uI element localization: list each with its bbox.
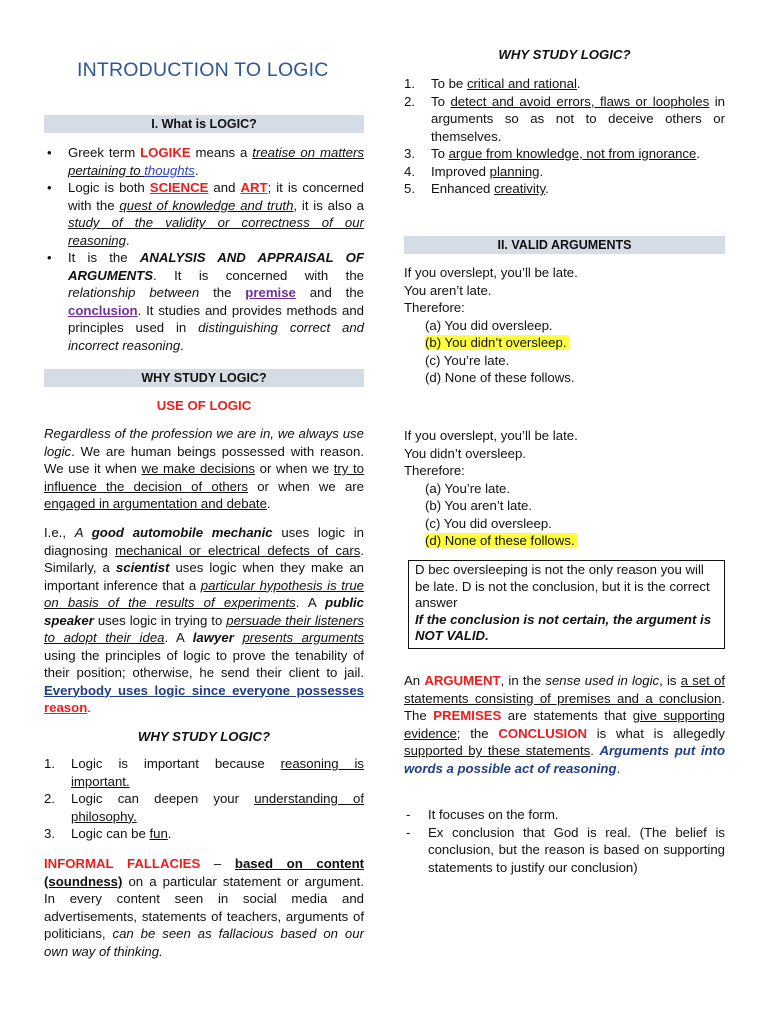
list-item: 2. Logic can deepen your understanding of philosophy.	[44, 791, 364, 824]
argument-definition-paragraph: An ARGUMENT, in the sense used in logic, is a set of statements consisting of premises and a conclusion. The PREMISES are statements that give supporting evidence; the CONCLUSION is what is allegedly supported by these statements. Arguments put into words a possible act of reasoning.	[404, 673, 726, 776]
explanation-box: D bec oversleeping is not the only reason you will be late. D is not the conclusion, but it is the correct answer If the conclusion is not certain, the argument is NOT VALID.	[408, 560, 725, 649]
list-item: • Logic is both SCIENCE and ART; it is concerned with the quest of knowledge and truth, it is also a study of the validity or correctness of our reasoning.	[44, 179, 364, 249]
use-of-logic-paragraph: Regardless of the profession we are in, we always use logic. We are human beings possessed with reason. We use it when we make decisions or when we try to influence the decision of others or when we are engaged in argumentation and debate.	[44, 426, 365, 511]
choice-list	[425, 317, 725, 387]
page-title: INTRODUCTION TO LOGIC	[77, 59, 329, 81]
choice: (b) You aren’t late.	[425, 498, 533, 513]
choice: (c) You did oversleep.	[425, 515, 552, 531]
why-study-heading: WHY STUDY LOGIC?	[137, 729, 271, 744]
choice: (a) You did oversleep.	[425, 317, 553, 333]
section-header-what-is-logic: I. What is LOGIC?	[44, 115, 364, 133]
list-item: 1. To be critical and rational.	[404, 76, 581, 91]
list-item: 3. To argue from knowledge, not from ignorance.	[404, 146, 701, 161]
list-item: 3. Logic can be fun.	[44, 826, 172, 841]
argument-example-2: If you overslept, you’ll be late. You didn’t oversleep. Therefore: (a) You’re late. (b) You aren’t late. (c) You did oversleep. (d) None of these follows.	[404, 427, 725, 550]
use-of-logic-heading: USE OF LOGIC	[156, 398, 252, 413]
choice-list	[425, 480, 725, 550]
list-item: 5. Enhanced creativity.	[404, 181, 549, 196]
why-study-heading-right: WHY STUDY LOGIC?	[498, 47, 631, 62]
notes-list	[404, 806, 725, 876]
choice: (d) None of these follows.	[425, 370, 575, 385]
choice-highlighted: (b) You didn’t oversleep.	[425, 335, 567, 350]
argument-example-1: If you overslept, you’ll be late. You aren’t late. Therefore: (a) You did oversleep. (b) You didn’t oversleep. (c) You’re late. (d) None of these follows.	[404, 264, 725, 387]
list-item: 1. Logic is important because reasoning is important.	[44, 756, 365, 789]
section-header-why-study: WHY STUDY LOGIC?	[44, 369, 364, 387]
list-item: • Greek term LOGIKE means a treatise on matters pertaining to thoughts.	[44, 144, 364, 179]
examples-paragraph: I.e., A good automobile mechanic uses logic in diagnosing mechanical or electrical defects of cars. Similarly, a scientist uses logic when they make an important inference that a particular hypothesis is true on basis of the results of experiments. A public speaker uses logic in trying to persuade their listeners to adopt their idea. A lawyer presents arguments using the principles of logic to prove the tenability of their position; otherwise, he send their client to jail. Everybody uses logic since everyone possesses reason.	[44, 525, 364, 715]
choice-highlighted: (d) None of these follows.	[425, 533, 575, 548]
informal-fallacies-paragraph: INFORMAL FALLACIES – based on content (soundness) on a particular statement or argument. In every content seen in social media and advertisements, statements of teachers, arguments of politicians, can be seen as fallacious based on our own way of thinking.	[44, 856, 365, 959]
choice: (c) You’re late.	[425, 352, 510, 368]
logic-definition-list	[44, 144, 364, 354]
list-item: - Ex conclusion that God is real. (The belief is conclusion, but the reason is based on supporting statements to justify our conclusion)	[404, 824, 725, 877]
why-study-list	[404, 75, 725, 198]
reasons-list	[44, 755, 364, 843]
choice: (a) You’re late.	[425, 480, 511, 496]
list-item: - It focuses on the form.	[404, 806, 725, 824]
list-item: 2. To detect and avoid errors, flaws or loopholes in arguments so as not to deceive others or themselves.	[404, 93, 725, 144]
list-item: • It is the ANALYSIS AND APPRAISAL OF ARGUMENTS. It is concerned with the relationship between the premise and the conclusion. It studies and provides methods and principles used in distinguishing correct and incorrect reasoning.	[44, 249, 364, 354]
section-header-valid-arguments: II. VALID ARGUMENTS	[404, 236, 725, 254]
list-item: 4. Improved planning.	[404, 163, 544, 179]
